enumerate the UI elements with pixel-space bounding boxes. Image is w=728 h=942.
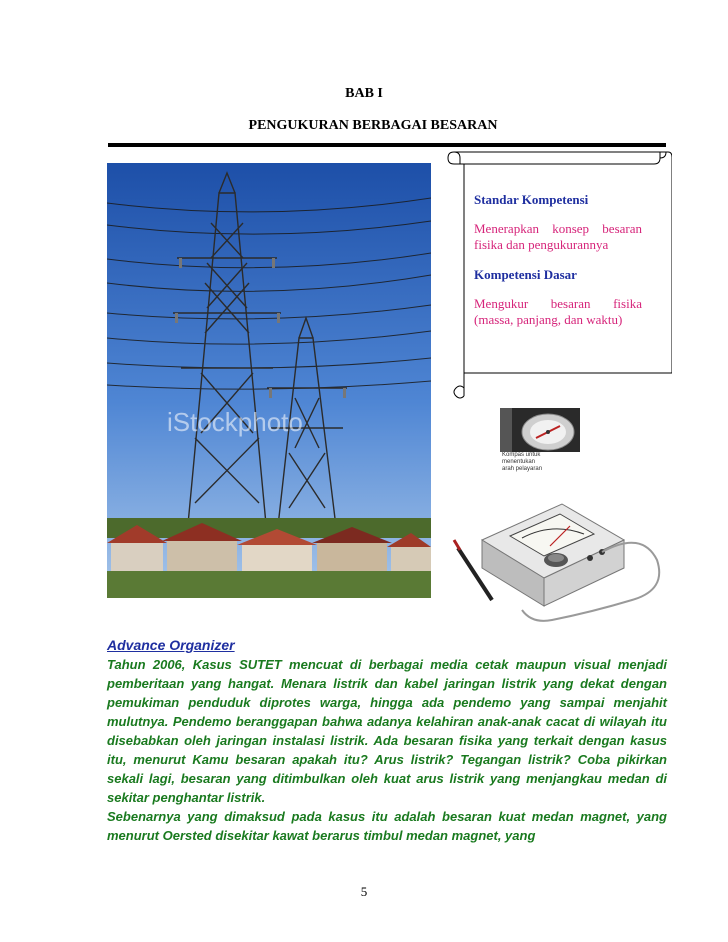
advance-organizer-body	[107, 655, 667, 845]
chapter-title: PENGUKURAN BERBAGAI BESARAN	[248, 118, 498, 133]
competency-text	[474, 192, 642, 342]
advance-organizer-paragraph-2: Sebenarnya yang dimaksud pada kasus itu adalah besaran kuat medan magnet, yang menurut Oersted disekitar kawat berarus timbul medan magnet, yang	[107, 809, 667, 843]
sk-text: Menerapkan konsep besaran fisika dan pengukurannya	[474, 221, 642, 252]
kd-heading: Kompetensi Dasar	[474, 267, 577, 282]
compass-caption: Kompas untuk menentukan arah pelayaran	[502, 452, 543, 472]
chapter-number: BAB I	[345, 86, 383, 101]
photo-watermark: iStockphoto	[167, 407, 303, 437]
compass-photo	[500, 408, 580, 478]
kd-text: Mengukur besaran fisika (massa, panjang, dan waktu)	[474, 296, 642, 327]
advance-organizer-heading: Advance Organizer	[107, 637, 235, 653]
multimeter-photo	[452, 500, 670, 628]
title-divider	[108, 143, 666, 147]
transmission-tower-photo	[107, 163, 431, 598]
advance-organizer-paragraph-1: Tahun 2006, Kasus SUTET mencuat di berbagai media cetak maupun visual menjadi pemberitaan yang hangat. Menara listrik dan kabel jaringan listrik yang dekat dengan pemukiman penduduk diprotes warga, hingga ada pendemo yang sampai menjahit mulutnya. Pendemo beranggapan bahwa adanya kelahiran anak-anak cacat di wilayah itu disebabkan oleh jaringan instalasi listrik. Ada besaran fisika yang terkait dengan kasus itu, menurut Kamu besaran apakah itu? Arus listrik? Tegangan listrik? Coba pikirkan sekali lagi, besaran yang ditimbulkan oleh kuat arus listrik yang menjangkau medan di sekitar penghantar listrik.	[107, 657, 667, 805]
sk-heading: Standar Kompetensi	[474, 192, 589, 207]
page-number: 5	[360, 884, 368, 899]
